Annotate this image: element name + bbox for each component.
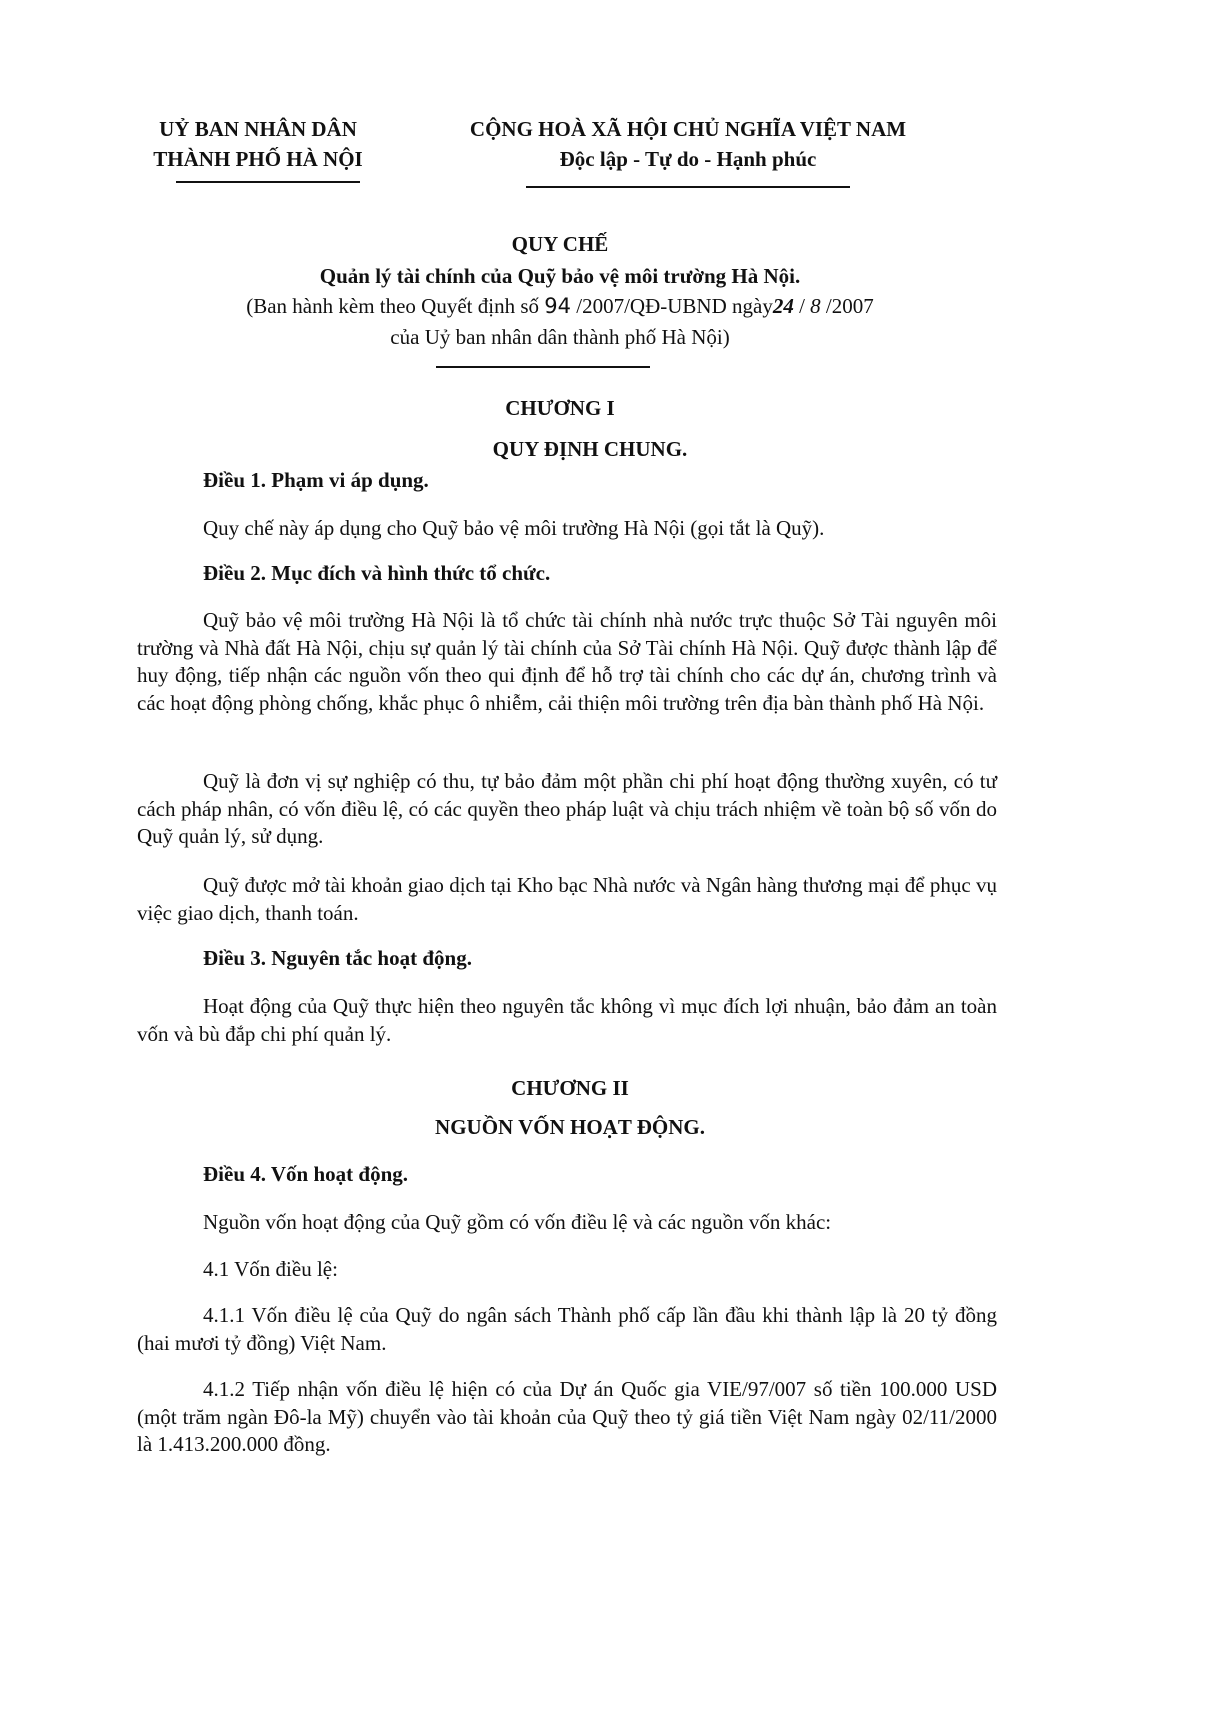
- chapter-1-title: CHƯƠNG I: [505, 396, 615, 420]
- motto-rule: [526, 186, 850, 188]
- issuance-middle: /2007/QĐ-UBND ngày: [571, 294, 773, 318]
- handwritten-day: 24: [772, 294, 794, 318]
- article-4-paragraph: 4.1.2 Tiếp nhận vốn điều lệ hiện có của Dự án Quốc gia VIE/97/007 số tiền 100.000 USD (một trăm ngàn Đô-la Mỹ) chuyển vào tài khoản của Quỹ theo tỷ giá tiền Việt Nam ngày 02/11/2000 là 1.413.200.000 đồng.: [137, 1377, 997, 1456]
- issuance-line-2: của Uỷ ban nhân dân thành phố Hà Nội): [390, 325, 730, 349]
- issuer-line-1: UỶ BAN NHÂN DÂN: [159, 117, 357, 141]
- article-1-heading: Điều 1. Phạm vi áp dụng.: [203, 468, 429, 492]
- handwritten-number: 94: [544, 294, 571, 318]
- issuer-block: [140, 114, 376, 174]
- chapter-2-name: NGUỒN VỐN HOẠT ĐỘNG.: [435, 1115, 705, 1139]
- article-3-heading: Điều 3. Nguyên tắc hoạt động.: [203, 946, 472, 970]
- article-2-paragraph: Quỹ bảo vệ môi trường Hà Nội là tổ chức tài chính nhà nước trực thuộc Sở Tài nguyên môi trường và Nhà đất Hà Nội, chịu sự quản lý tài chính của Sở Tài chính Hà Nội. Quỹ được thành lập để huy động, tiếp nhận các nguồn vốn theo qui định để hỗ trợ tài chính cho các dự án, chương trình và các hoạt động phòng chống, khắc phục ô nhiễm, cải thiện môi trường trên địa bàn thành phố Hà Nội.: [137, 608, 997, 715]
- article-2-paragraph: Quỹ được mở tài khoản giao dịch tại Kho bạc Nhà nước và Ngân hàng thương mại để phục vụ việc giao dịch, thanh toán.: [137, 873, 997, 925]
- chapter-2-title: CHƯƠNG II: [511, 1076, 629, 1100]
- issuer-line-2: THÀNH PHỐ HÀ NỘI: [153, 147, 363, 171]
- date-separator: /: [793, 294, 811, 318]
- article-4-subheading: 4.1 Vốn điều lệ:: [203, 1257, 338, 1281]
- doc-subtitle: Quản lý tài chính của Quỹ bảo vệ môi trường Hà Nội.: [319, 264, 801, 288]
- issuance-year: /2007: [820, 294, 874, 318]
- article-2-heading: Điều 2. Mục đích và hình thức tổ chức.: [203, 561, 551, 585]
- article-2-paragraph: Quỹ là đơn vị sự nghiệp có thu, tự bảo đảm một phần chi phí hoạt động thường xuyên, có tư cách pháp nhân, có vốn điều lệ, có các quyền theo pháp luật và chịu trách nhiệm về toàn bộ số vốn do Quỹ quản lý, sử dụng.: [137, 769, 997, 848]
- issuance-line: [120, 294, 1000, 319]
- issuance-prefix: (Ban hành kèm theo Quyết định số: [246, 294, 545, 318]
- article-4-paragraph: 4.1.1 Vốn điều lệ của Quỹ do ngân sách Thành phố cấp lần đầu khi thành lập là 20 tỷ đồng (hai mươi tỷ đồng) Việt Nam.: [137, 1303, 997, 1355]
- doc-title: QUY CHẾ: [511, 232, 609, 256]
- article-4-intro: Nguồn vốn hoạt động của Quỹ gồm có vốn điều lệ và các nguồn vốn khác:: [203, 1210, 832, 1234]
- article-4-heading: Điều 4. Vốn hoạt động.: [203, 1162, 408, 1186]
- title-rule: [436, 366, 650, 368]
- national-motto: Độc lập - Tự do - Hạnh phúc: [559, 147, 817, 171]
- article-1-text: Quy chế này áp dụng cho Quỹ bảo vệ môi trường Hà Nội (gọi tắt là Quỹ).: [203, 516, 825, 540]
- national-heading: [430, 114, 946, 174]
- national-name: CỘNG HOÀ XÃ HỘI CHỦ NGHĨA VIỆT NAM: [469, 117, 907, 141]
- chapter-1-name: QUY ĐỊNH CHUNG.: [492, 437, 688, 461]
- issuer-rule: [176, 181, 360, 183]
- article-3-text: Hoạt động của Quỹ thực hiện theo nguyên tắc không vì mục đích lợi nhuận, bảo đảm an toàn vốn và bù đắp chi phí quản lý.: [137, 994, 997, 1046]
- handwritten-month: 8: [810, 294, 821, 318]
